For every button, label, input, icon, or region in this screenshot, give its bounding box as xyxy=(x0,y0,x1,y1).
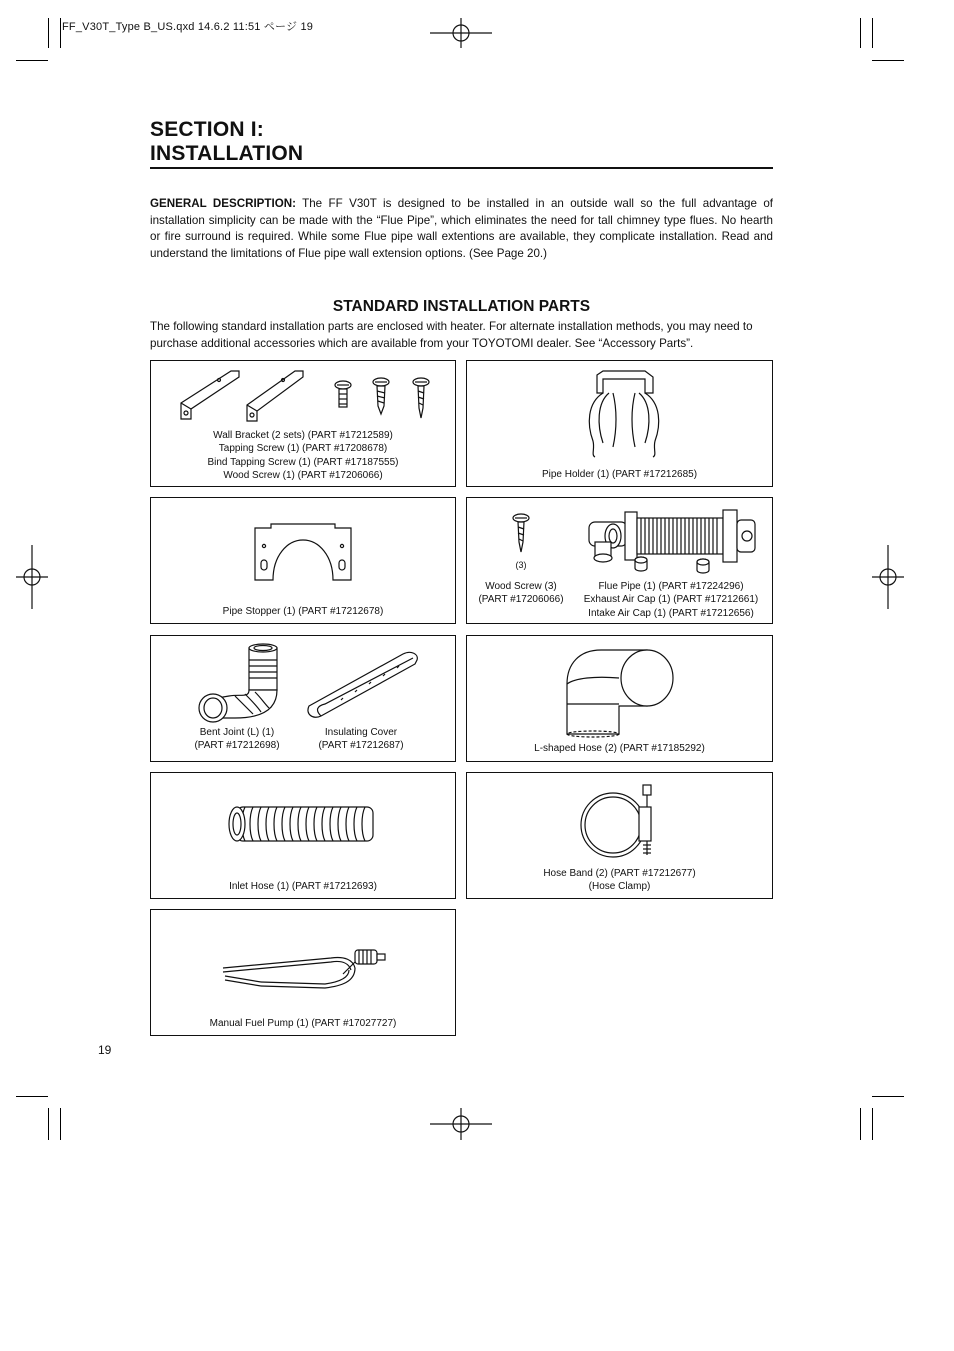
general-description xyxy=(150,196,773,262)
l-shaped-hose-panel xyxy=(466,635,773,762)
inlet-hose-caption xyxy=(151,880,455,893)
insulating-cover-icon xyxy=(303,648,423,718)
crop-mark xyxy=(860,1108,861,1140)
pipe-stopper-icon xyxy=(251,522,357,586)
registration-target-icon xyxy=(430,1108,492,1140)
pipe-holder-panel xyxy=(466,360,773,487)
parts-heading: STANDARD INSTALLATION PARTS xyxy=(332,298,591,315)
crop-mark xyxy=(16,1096,48,1097)
wall-bracket-panel xyxy=(150,360,456,487)
crop-mark xyxy=(860,18,861,48)
bent-joint-part-number: (PART #17212698) xyxy=(194,740,280,752)
flue-pipe-icon xyxy=(585,506,767,576)
wall-bracket-caption xyxy=(151,429,455,482)
fuel-pump-caption xyxy=(151,1017,455,1030)
wall-bracket-caption-line: Wall Bracket (2 sets) (PART #17212589) xyxy=(213,430,393,441)
pipe-holder-icon xyxy=(583,369,659,461)
crop-mark xyxy=(48,18,49,48)
crop-mark xyxy=(872,1096,904,1097)
fuel-pump-caption-line: Manual Fuel Pump (1) (PART #17027727) xyxy=(209,1018,397,1029)
insulating-cover-caption-line: Insulating Cover xyxy=(324,727,398,738)
section-title xyxy=(150,118,303,166)
pipe-holder-caption-line: Pipe Holder (1) (PART #17212685) xyxy=(541,469,698,480)
l-shaped-hose-caption-line: L-shaped Hose (2) (PART #17185292) xyxy=(534,743,705,754)
hose-band-caption xyxy=(467,867,772,894)
page-number: 19 xyxy=(98,1043,112,1057)
registration-target-icon xyxy=(872,545,904,609)
wood-screw-icon xyxy=(411,376,431,420)
bent-joint-caption xyxy=(169,726,305,753)
flue-pipe-caption xyxy=(571,580,771,620)
general-description-text: The FF V30T is designed to be installed in an outside wall so the full advantage of installation simplicity can be made with the “Flue Pipe”, which eliminates the need for tall chimney type flues. No hearth or fire surround is required. While some Flue pipe wall extentions are available, they complicate installation. Read and understand the limitations of Flue pipe wall extension options. (See Page 20.) xyxy=(150,197,773,260)
inlet-hose-panel xyxy=(150,772,456,899)
pipe-holder-caption xyxy=(467,468,772,481)
parts-intro: The following standard installation parts are enclosed with heater. For alternate installation methods, you may need to purchase additional accessories which are available from your TOYOTOMI dealer. See “Accessory Parts”. xyxy=(150,320,753,350)
bent-joint-caption-line: Bent Joint (L) (1) xyxy=(199,727,275,738)
wood-screw-icon xyxy=(511,512,531,556)
insulating-cover-caption xyxy=(301,726,421,753)
insulating-cover-part-number: (PART #17212687) xyxy=(318,740,404,752)
crop-mark xyxy=(60,18,61,48)
fuel-pump-panel xyxy=(150,909,456,1036)
bent-joint-panel xyxy=(150,635,456,762)
tapping-screw-icon xyxy=(333,379,353,413)
tapping-screw-caption-line: Tapping Screw (1) (PART #17208678) xyxy=(218,443,388,455)
crop-mark xyxy=(872,1108,873,1140)
wood-screw-part-number: (PART #17206066) xyxy=(478,594,564,606)
bind-tapping-screw-icon xyxy=(371,376,391,416)
crop-mark xyxy=(60,1108,61,1140)
crop-mark xyxy=(48,1108,49,1140)
inlet-hose-caption-line: Inlet Hose (1) (PART #17212693) xyxy=(229,881,377,892)
registration-target-icon xyxy=(430,18,492,48)
flue-pipe-panel xyxy=(466,497,773,624)
wood-screw-caption xyxy=(471,580,571,607)
crop-mark xyxy=(16,60,48,61)
fuel-pump-icon xyxy=(221,938,387,988)
registration-target-icon xyxy=(16,545,48,609)
crop-mark xyxy=(872,18,873,48)
l-shaped-hose-icon xyxy=(565,644,679,740)
general-description-label: GENERAL DESCRIPTION: xyxy=(150,197,296,210)
crop-mark xyxy=(872,60,904,61)
hose-clamp-caption-line: (Hose Clamp) xyxy=(588,881,651,893)
flue-pipe-caption-line: Flue Pipe (1) (PART #17224296) xyxy=(598,581,744,592)
l-shaped-hose-caption xyxy=(467,742,772,755)
file-slug: FF_V30T_Type B_US.qxd 14.6.2 11:51 ページ 19 xyxy=(62,21,314,33)
inlet-hose-icon xyxy=(227,803,383,847)
wood-screw-caption-line: Wood Screw (1) (PART #17206066) xyxy=(223,469,383,481)
exhaust-air-cap-caption-line: Exhaust Air Cap (1) (PART #17212661) xyxy=(583,594,759,606)
hose-band-caption-line: Hose Band (2) (PART #17212677) xyxy=(543,868,696,879)
title-rule xyxy=(150,167,773,169)
wood-screw-qty: (3) xyxy=(515,560,527,570)
pipe-stopper-caption xyxy=(151,605,455,618)
hose-band-panel xyxy=(466,772,773,899)
hose-band-icon xyxy=(577,783,661,863)
section-title-line2: INSTALLATION xyxy=(150,142,304,165)
section-title-line1: SECTION I: xyxy=(150,118,265,141)
intake-air-cap-caption-line: Intake Air Cap (1) (PART #17212656) xyxy=(588,607,754,619)
wood-screw-caption-line: Wood Screw (3) xyxy=(485,581,557,592)
bind-tapping-screw-caption-line: Bind Tapping Screw (1) (PART #17187555) xyxy=(207,456,399,468)
bent-joint-icon xyxy=(195,642,291,722)
pipe-stopper-caption-line: Pipe Stopper (1) (PART #17212678) xyxy=(222,606,384,617)
wall-bracket-icon xyxy=(177,365,307,429)
pipe-stopper-panel xyxy=(150,497,456,624)
